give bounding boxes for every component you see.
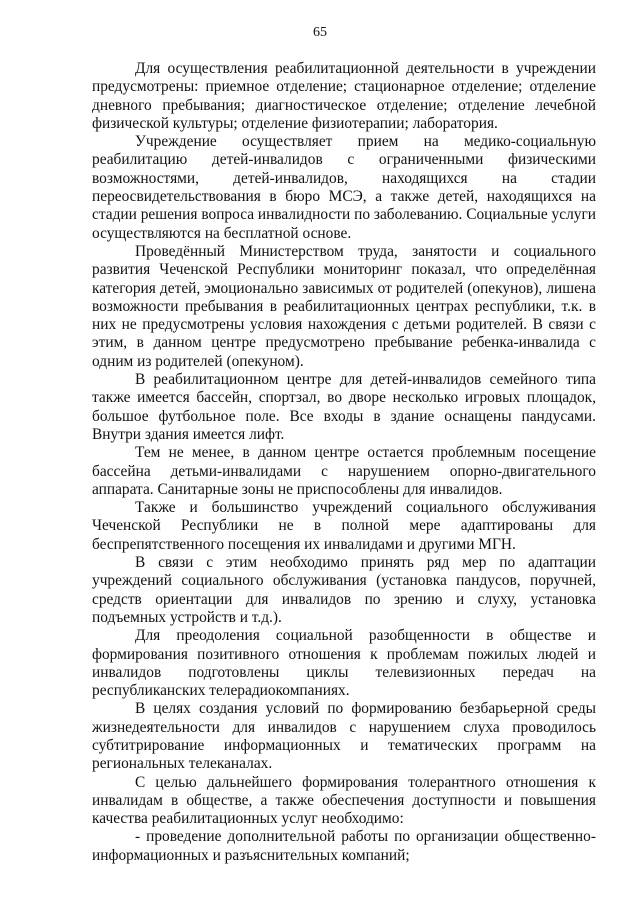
paragraph: Тем не менее, в данном центре остается проблемным посещение бассейна детьми-инвалидами с нарушением опорно-двигательного аппарата. Санитарные зоны не приспособлены для инвалидов. bbox=[92, 444, 596, 498]
paragraph: В реабилитационном центре для детей-инвалидов семейного типа также имеется бассейн, спортзал, во дворе несколько игровых площадок, большое футбольное поле. Все входы в здание оснащены пандусами. Внутри здания имеется лифт. bbox=[92, 371, 596, 443]
paragraph: С целью дальнейшего формирования толерантного отношения к инвалидам в обществе, а также обеспечения доступности и повышения качества реабилитационных услуг необходимо: bbox=[92, 773, 596, 828]
paragraph: Для осуществления реабилитационной деятельности в учреждении предусмотрены: приемное отделение; стационарное отделение; отделение дневного пребывания; диагностическое отделение; отделение лечебной физической культуры; отделение физиотерапии; лаборатория. bbox=[92, 60, 596, 132]
list-item: - проведение дополнительной работы по организации общественно-информационных и разъяснительных компаний; bbox=[92, 828, 596, 864]
paragraph: Для преодоления социальной разобщенности в обществе и формирования позитивного отношения к проблемам пожилых людей и инвалидов подготовлены циклы телевизионных передач на республиканских телерадиокомпаниях. bbox=[92, 627, 596, 700]
paragraph: В целях создания условий по формированию безбарьерной среды жизнедеятельности для инвалидов с нарушением слуха проводилось субтитрирование информационных и тематических программ на региональных телеканалах. bbox=[92, 700, 596, 773]
paragraph: Учреждение осуществляет прием на медико-социальную реабилитацию детей-инвалидов с ограниченными физическими возможностями, детей-инвалидов, находящихся на стадии переосвидетельствования в бюро МСЭ, а также детей, находящихся на стадии решения вопроса инвалидности по заболеванию. Социальные услуги осуществляются на бесплатной основе. bbox=[92, 133, 596, 242]
page-number: 65 bbox=[313, 25, 327, 40]
paragraph: В связи с этим необходимо принять ряд мер по адаптации учреждений социального обслуживания (установка пандусов, поручней, средств ориентации для инвалидов по зрению и слуху, установка подъемных устройств и т.д.). bbox=[92, 554, 596, 626]
paragraph: Также и большинство учреждений социального обслуживания Чеченской Республики не в полной мере адаптированы для беспрепятственного посещения их инвалидами и другими МГН. bbox=[92, 499, 596, 553]
document-body bbox=[92, 60, 596, 865]
paragraph: Проведённый Министерством труда, занятости и социального развития Чеченской Республики мониторинг показал, что определённая категория детей, эмоционально зависимых от родителей (опекунов), лишена возможности пребывания в реабилитационных центрах республики, т.к. в них не предусмотрены условия нахождения с детьми родителей. В связи с этим, в данном центре предусмотрено пребывание ребенка-инвалида с одним из родителей (опекуном). bbox=[92, 242, 596, 370]
